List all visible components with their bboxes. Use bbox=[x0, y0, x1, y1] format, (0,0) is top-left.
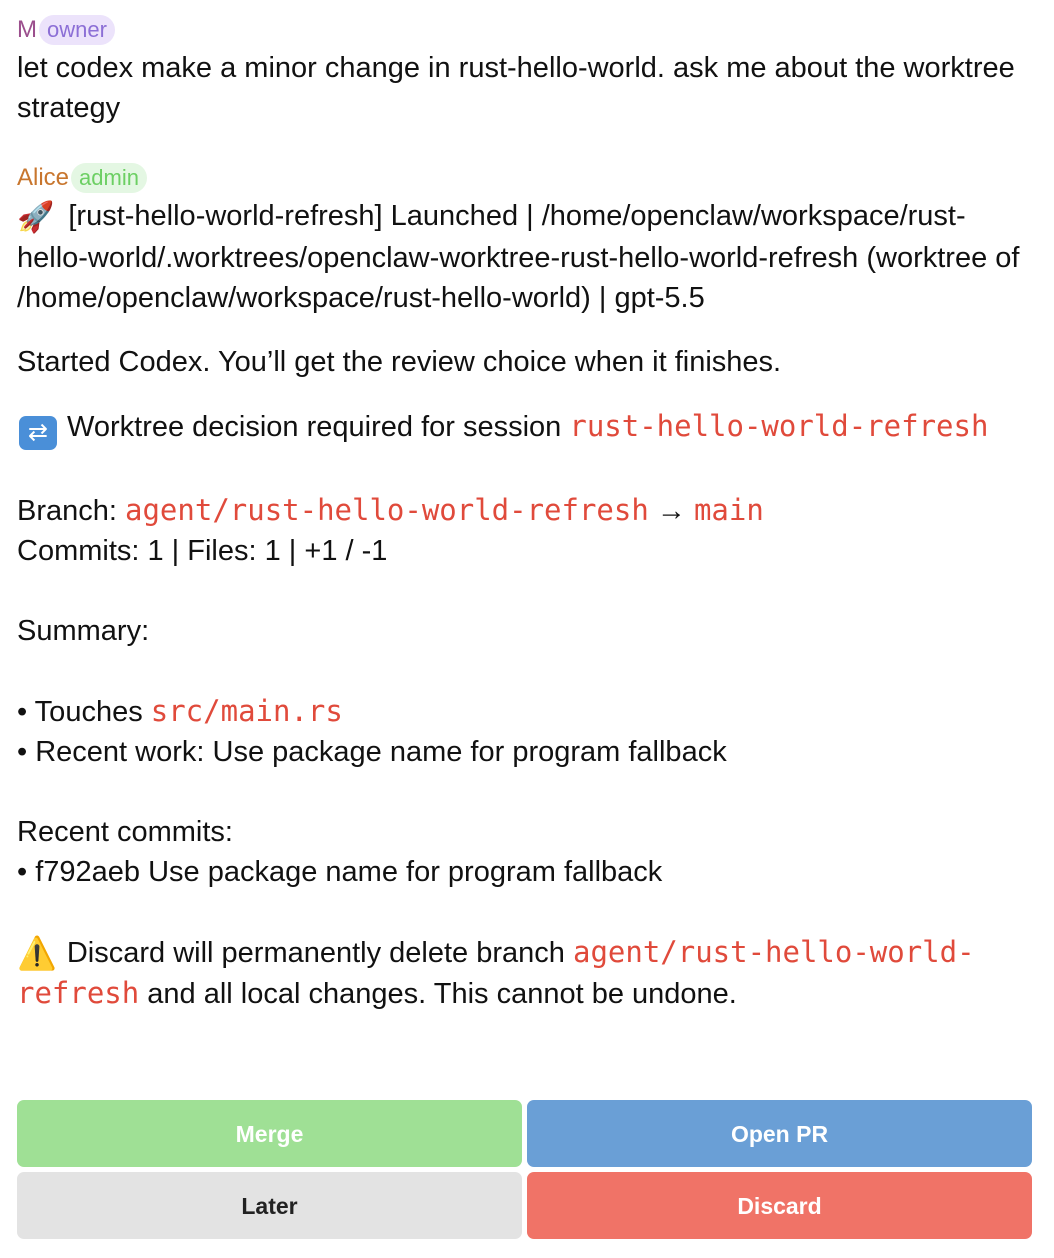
message-sender-row bbox=[17, 12, 1036, 48]
message-text: let codex make a minor change in rust-hello-world. ask me about the worktree strategy bbox=[17, 52, 1015, 124]
discard-suffix: and all local changes. This cannot be undone. bbox=[147, 978, 737, 1010]
discard-prefix: Discard will permanently delete branch bbox=[66, 937, 565, 969]
discard-branch: agent/rust-hello-world-refresh bbox=[17, 935, 975, 1010]
discard-button[interactable]: Discard bbox=[527, 1172, 1032, 1239]
started-line: Started Codex. You’ll get the review choice when it finishes. bbox=[17, 346, 782, 378]
merge-button[interactable]: Merge bbox=[17, 1100, 522, 1167]
role-badge-owner: owner bbox=[39, 15, 115, 45]
spacer bbox=[17, 892, 1036, 932]
message-owner bbox=[17, 12, 1036, 128]
branch-label: Branch: bbox=[17, 495, 117, 527]
later-button[interactable]: Later bbox=[17, 1172, 522, 1239]
shuffle-icon: ⇄ bbox=[19, 416, 57, 450]
action-buttons bbox=[17, 1100, 1032, 1239]
rocket-icon: 🚀 bbox=[17, 201, 55, 234]
session-name: rust-hello-world-refresh bbox=[569, 409, 989, 443]
launch-line bbox=[17, 196, 1036, 318]
spacer bbox=[17, 772, 1036, 812]
touches-line bbox=[17, 691, 1036, 732]
branch-from: agent/rust-hello-world-refresh bbox=[125, 493, 649, 527]
spacer bbox=[17, 450, 1036, 490]
stats-line: Commits: 1 | Files: 1 | +1 / -1 bbox=[17, 535, 388, 567]
sender-name: M bbox=[17, 16, 37, 43]
touched-file: src/main.rs bbox=[150, 694, 343, 728]
sender-name: Alice bbox=[17, 164, 70, 191]
discard-warning bbox=[17, 932, 1036, 1014]
touches-prefix: • Touches bbox=[17, 696, 143, 728]
arrow-icon: → bbox=[656, 495, 686, 527]
decision-line bbox=[17, 406, 1036, 450]
spacer bbox=[17, 651, 1036, 691]
open-pr-button[interactable]: Open PR bbox=[527, 1100, 1032, 1167]
decision-prefix: Worktree decision required for session bbox=[67, 411, 562, 443]
recent-commits-label: Recent commits: bbox=[17, 816, 233, 848]
message-admin bbox=[17, 160, 1036, 1014]
role-badge-admin: admin bbox=[71, 163, 147, 193]
warning-icon: ⚠️ bbox=[17, 935, 57, 971]
spacer bbox=[17, 571, 1036, 611]
launch-text: [rust-hello-world-refresh] Launched | /home/openclaw/workspace/rust-hello-world/.worktrees/openclaw-worktree-rust-hello-world-refresh (worktree of /home/openclaw/workspace/rust-hello-world) | gpt-5.5 bbox=[17, 200, 1020, 314]
summary-label: Summary: bbox=[17, 615, 150, 647]
commit-line: • f792aeb Use package name for program fallback bbox=[17, 856, 663, 888]
branch-line bbox=[17, 490, 1036, 531]
recent-work-line: • Recent work: Use package name for program fallback bbox=[17, 736, 727, 768]
message-sender-row bbox=[17, 160, 1036, 196]
branch-to: main bbox=[693, 493, 764, 527]
